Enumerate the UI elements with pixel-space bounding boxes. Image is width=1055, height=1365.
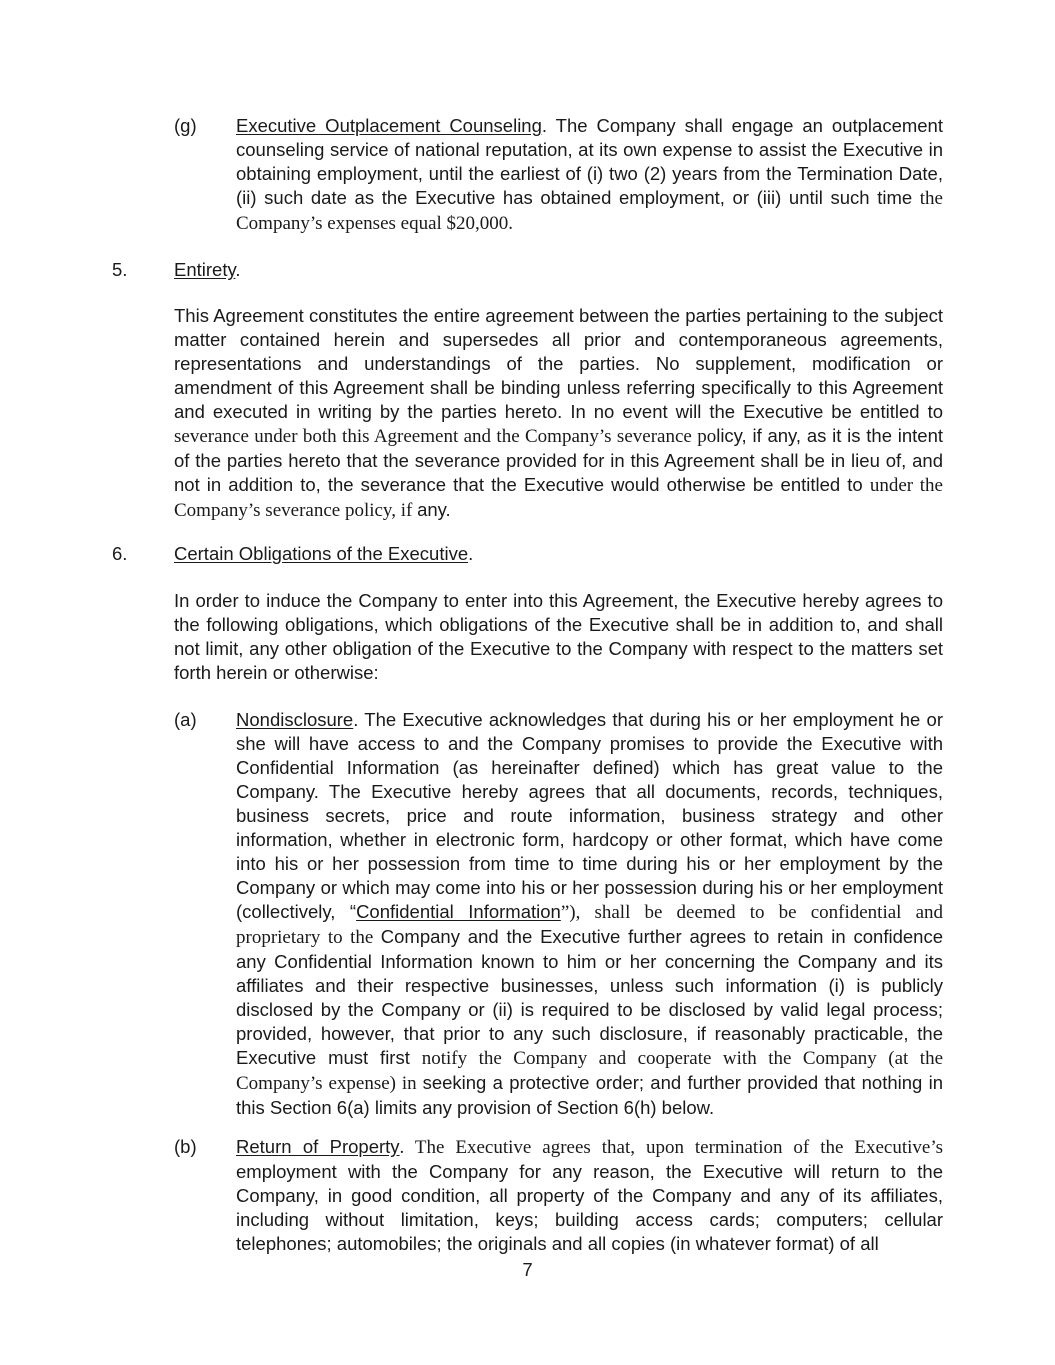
item-a-marker: (a) [174, 709, 197, 730]
section-5-text-serif2: under the Company’s severance policy, if [174, 475, 943, 521]
item-g-title: Executive Outplacement Counseling [236, 115, 542, 136]
section-6-number: 6. [112, 543, 128, 564]
section-5-heading [174, 258, 241, 282]
item-g-paragraph [236, 114, 943, 236]
section-5-text: This Agreement constitutes the entire agreement between the parties pertaining to the subject matter contained herein and supersedes all prior and contemporaneous agreements, representations and understandings of the parties. No supplement, modification or amendment of this Agreement shall be binding unless referring specifically to this Agreement and executed in writing by the parties hereto. In no event will the Executive be entitled to [174, 305, 943, 422]
item-a-text-serif2: notify the Company and cooperate with the Company (at the Company’s expense) in [236, 1048, 943, 1094]
item-g-marker: (g) [174, 115, 197, 136]
item-b-paragraph [236, 1135, 943, 1256]
section-6-heading [174, 542, 473, 566]
item-b-text-serif: . The Executive agrees that, upon termination of the Executive’s [399, 1137, 943, 1158]
item-a-title: Nondisclosure [236, 709, 354, 730]
section-5-number: 5. [112, 259, 128, 280]
section-5-text-end: any. [417, 499, 451, 520]
item-a-defined-term: Confidential Information [356, 901, 561, 922]
section-6-text: In order to induce the Company to enter into this Agreement, the Executive hereby agrees to the following obligations, which obligations of the Executive shall be in addition to, and shall not limit, any other obligation of the Executive to the Company with respect to the matters set forth herein or otherwise: [174, 590, 943, 683]
item-b-marker: (b) [174, 1136, 197, 1157]
item-g-text: . The Company shall engage an outplacement counseling service of national reputation, at its own expense to assist the Executive in obtaining employment, until the earliest of (i) two (2) years from the Termination Date, (ii) such date as the Executive has obtained employment, or (iii) until such time [236, 115, 943, 208]
section-5-text-mid: licy, if any, as it is the intent of the parties hereto that the severance provided for in this Agreement shall be in lieu of, and not in addition to, the severance that the Executive would otherwise be entitled to [174, 425, 944, 495]
item-b-text: employment with the Company for any reason, the Executive will return to the Company, in good condition, all property of the Company and any of its affiliates, including without limitation, keys; building access cards; computers; cellular telephones; automobiles; the originals and all copies (in whatever format) of all [236, 1161, 943, 1254]
page-number: 7 [522, 1259, 533, 1280]
item-b-title: Return of Property [236, 1136, 400, 1157]
section-5-paragraph [174, 304, 943, 523]
item-a-text: . The Executive acknowledges that during his or her employment he or she will have access to and the Company promises to provide the Executive with Confidential Information (as hereinafter defined) which has great value to the Company. The Executive hereby agrees that all documents, records, techniques, business secrets, price and route information, business strategy and other information, whether in electronic form, hardcopy or other format, which have come into his or her possession from time to time during his or her employment by the Company or which may come into his or her possession during his or her employment (collectively, “ [236, 709, 943, 922]
section-5-text-serif: severance under both this Agreement and the Company’s severance po [174, 426, 717, 447]
item-g-text-tail: the Company’s expenses equal $20,000. [236, 188, 943, 234]
section-6-title: Certain Obligations of the Executive [174, 543, 469, 564]
item-a-paragraph [236, 708, 943, 1120]
item-a-text-mid: Company and the Executive further agrees to retain in confidence any Confidential Information known to him or her concerning the Company and its affiliates and their respective businesses, unless such information (i) is publicly disclosed by the Company or (ii) is required to be disclosed by valid legal process; provided, however, that prior to any such disclosure, if reasonably practicable, the Executive must first [236, 926, 943, 1068]
item-a-text-end: seeking a protective order; and further provided that nothing in this Section 6(a) limits any provision of Section 6(h) below. [236, 1072, 943, 1118]
section-6-title-punct: . [468, 543, 474, 564]
section-5-title: Entirety [174, 259, 236, 280]
section-5-title-punct: . [235, 259, 241, 280]
section-6-paragraph [174, 589, 943, 685]
item-a-text-serif: ”), shall be deemed to be confidential and proprietary to the [236, 902, 943, 948]
